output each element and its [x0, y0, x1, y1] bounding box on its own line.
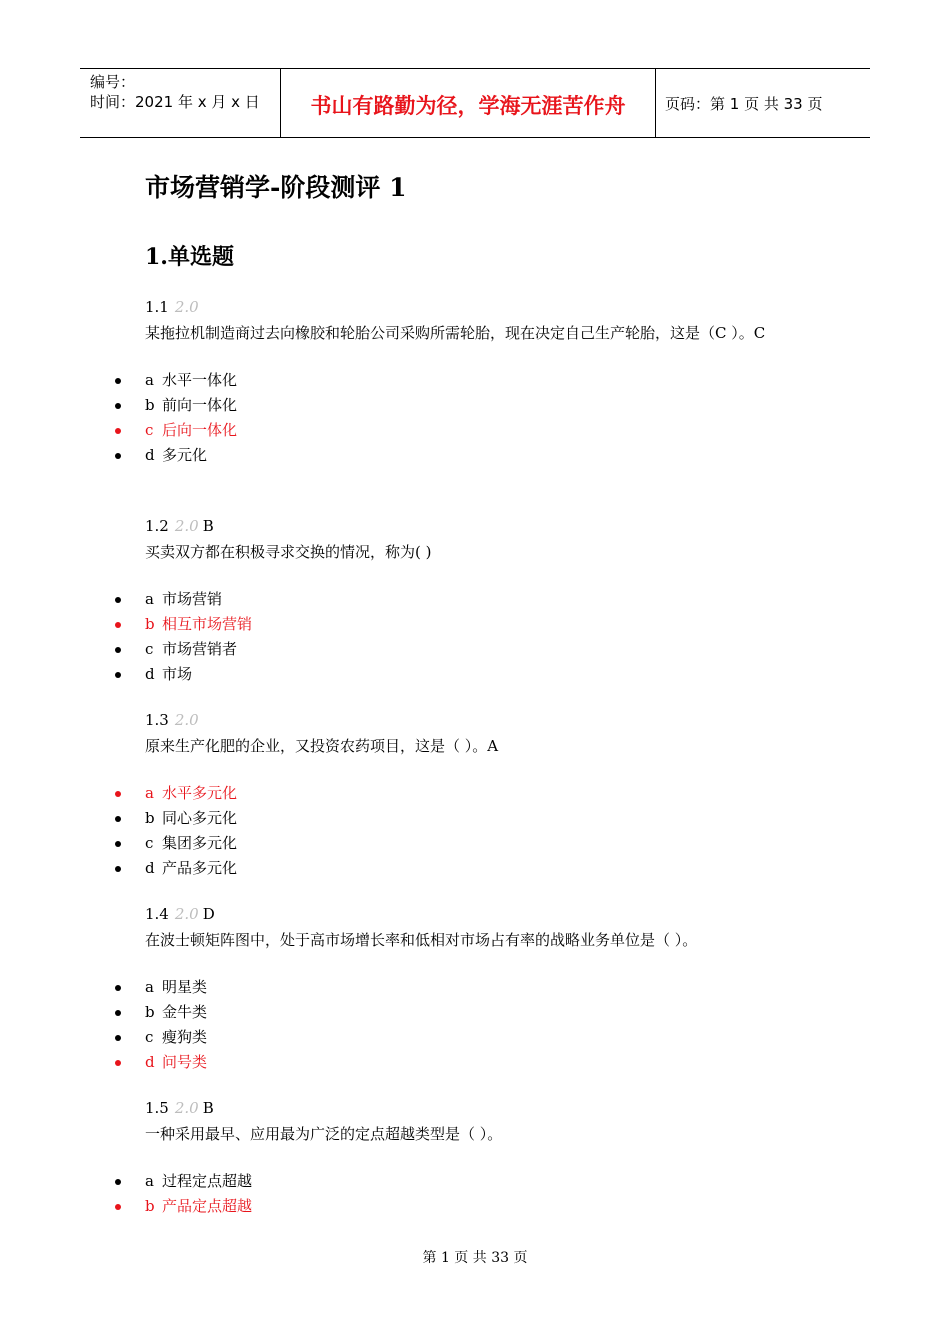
option-item	[145, 443, 825, 468]
option-letter: a	[145, 1172, 154, 1190]
question-block	[145, 904, 825, 1075]
bullet-icon	[115, 647, 121, 653]
option-list	[145, 1169, 825, 1219]
question-answer: D	[202, 905, 215, 923]
question-number: 1.5	[145, 1099, 169, 1117]
option-text: 同心多元化	[162, 809, 238, 827]
question-text: 一种采用最早、应用最为广泛的定点超越类型是（ ）。	[145, 1125, 503, 1143]
question-text: 买卖双方都在积极寻求交换的情况，称为( )	[145, 543, 432, 561]
option-item	[145, 637, 825, 662]
option-text: 水平一体化	[162, 371, 238, 389]
option-letter: b	[145, 1197, 155, 1215]
option-item	[145, 368, 825, 393]
question-block	[145, 516, 825, 687]
option-letter: b	[145, 396, 155, 414]
question-answer: B	[202, 1099, 214, 1117]
option-item-correct	[145, 781, 825, 806]
question-number: 1.3	[145, 711, 169, 729]
header-page-info: 页码：第 1 页 共 33 页	[665, 95, 823, 113]
option-text: 集团多元化	[162, 834, 238, 852]
option-item	[145, 393, 825, 418]
bullet-icon	[115, 597, 121, 603]
question-number: 1.2	[145, 517, 169, 535]
option-text: 相互市场营销	[162, 615, 253, 633]
option-item-correct	[145, 1050, 825, 1075]
option-text: 过程定点超越	[162, 1172, 253, 1190]
question-score: 2.0	[174, 1099, 199, 1117]
option-letter: b	[145, 615, 155, 633]
option-text: 问号类	[162, 1053, 208, 1071]
option-text: 水平多元化	[162, 784, 238, 802]
question-text: 在波士顿矩阵图中，处于高市场增长率和低相对市场占有率的战略业务单位是（ ）。	[145, 931, 698, 949]
option-letter: d	[145, 1053, 155, 1071]
document-title: 市场营销学-阶段测评 1	[145, 173, 407, 202]
option-item	[145, 806, 825, 831]
question-number-line	[145, 1098, 825, 1118]
option-text: 明星类	[162, 978, 208, 996]
question-number-line	[145, 904, 825, 924]
bullet-icon	[115, 841, 121, 847]
option-list	[145, 587, 825, 687]
option-letter: a	[145, 784, 154, 802]
option-text: 市场	[162, 665, 193, 683]
bullet-icon	[115, 816, 121, 822]
option-letter: d	[145, 665, 155, 683]
question-number-line	[145, 516, 825, 536]
question-answer: B	[202, 517, 214, 535]
option-text: 前向一体化	[162, 396, 238, 414]
option-text: 市场营销	[162, 590, 223, 608]
option-letter: c	[145, 640, 154, 658]
question-score: 2.0	[174, 298, 199, 316]
option-letter: a	[145, 371, 154, 389]
bullet-icon	[115, 378, 121, 384]
question-score: 2.0	[174, 517, 199, 535]
option-letter: b	[145, 1003, 155, 1021]
bullet-icon	[115, 866, 121, 872]
question-number: 1.1	[145, 298, 169, 316]
option-item	[145, 587, 825, 612]
page-header	[80, 68, 870, 138]
option-item	[145, 1000, 825, 1025]
option-letter: b	[145, 809, 155, 827]
option-letter: c	[145, 1028, 154, 1046]
bullet-icon	[115, 453, 121, 459]
question-number-line	[145, 297, 825, 317]
option-item	[145, 831, 825, 856]
option-text: 后向一体化	[162, 421, 238, 439]
question-text: 某拖拉机制造商过去向橡胶和轮胎公司采购所需轮胎，现在决定自己生产轮胎，这是（C ）。C	[145, 324, 766, 342]
header-motto: 书山有路勤为径，学海无涯苦作舟	[310, 94, 626, 118]
bullet-icon	[115, 403, 121, 409]
option-item-correct	[145, 612, 825, 637]
bullet-icon	[115, 985, 121, 991]
bullet-icon	[115, 1204, 121, 1210]
question-score: 2.0	[174, 905, 199, 923]
header-motto-cell	[280, 69, 656, 137]
question-number-line	[145, 710, 825, 730]
option-letter: d	[145, 859, 155, 877]
option-text: 产品定点超越	[162, 1197, 253, 1215]
option-list	[145, 781, 825, 881]
option-list	[145, 975, 825, 1075]
option-item	[145, 975, 825, 1000]
bullet-icon	[115, 1060, 121, 1066]
option-letter: c	[145, 834, 154, 852]
option-letter: a	[145, 590, 154, 608]
question-text: 原来生产化肥的企业，又投资农药项目，这是（ ）。A	[145, 737, 499, 755]
option-item-correct	[145, 418, 825, 443]
option-item	[145, 1025, 825, 1050]
bullet-icon	[115, 622, 121, 628]
question-block	[145, 1098, 825, 1219]
option-text: 产品多元化	[162, 859, 238, 877]
time-label: 时间：2021 年 x 月 x 日	[90, 93, 260, 111]
option-item	[145, 662, 825, 687]
option-text: 市场营销者	[162, 640, 238, 658]
option-item	[145, 1169, 825, 1194]
page-footer: 第 1 页 共 33 页	[422, 1250, 528, 1266]
question-block	[145, 297, 825, 468]
bullet-icon	[115, 791, 121, 797]
option-item-correct	[145, 1194, 825, 1219]
bullet-icon	[115, 1179, 121, 1185]
option-list	[145, 368, 825, 468]
section-heading: 1.单选题	[145, 244, 234, 270]
number-label: 编号：	[90, 73, 136, 91]
question-block	[145, 710, 825, 881]
option-item	[145, 856, 825, 881]
option-letter: c	[145, 421, 154, 439]
option-letter: d	[145, 446, 155, 464]
bullet-icon	[115, 672, 121, 678]
option-text: 金牛类	[162, 1003, 208, 1021]
question-score: 2.0	[174, 711, 199, 729]
option-text: 瘦狗类	[162, 1028, 208, 1046]
header-page-cell	[655, 69, 870, 137]
bullet-icon	[115, 1010, 121, 1016]
header-meta-cell	[80, 69, 280, 137]
option-letter: a	[145, 978, 154, 996]
option-text: 多元化	[162, 446, 208, 464]
bullet-icon	[115, 1035, 121, 1041]
question-number: 1.4	[145, 905, 169, 923]
bullet-icon	[115, 428, 121, 434]
